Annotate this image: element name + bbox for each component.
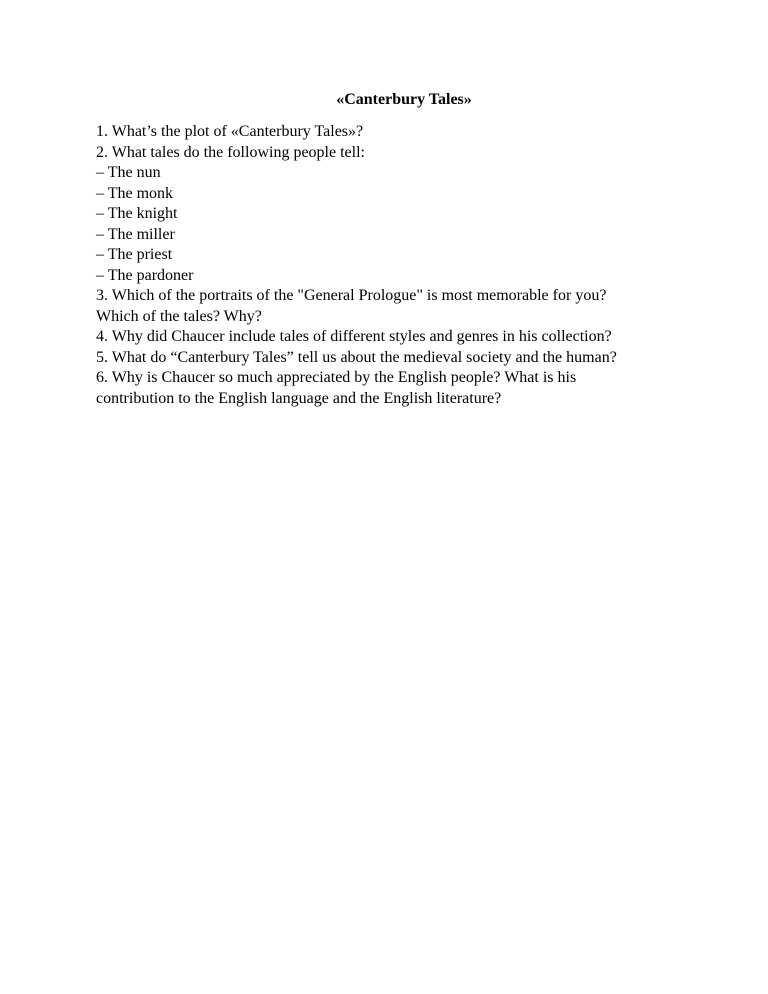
question-3: 3. Which of the portraits of the "General Prologue" is most memorable for you? [96, 287, 607, 304]
question-6-continued: contribution to the English language and the English literature? [96, 389, 502, 407]
question-3-continued: Which of the tales? Why? [96, 307, 262, 325]
question-2: 2. What tales do the following people tell: [96, 143, 365, 161]
question-4: 4. Why did Chaucer include tales of different styles and genres in his collection? [96, 328, 612, 345]
question-list [96, 122, 716, 409]
list-item-pardoner: – The pardoner [96, 266, 194, 284]
list-item-miller: – The miller [96, 225, 175, 243]
list-item-monk: – The monk [96, 184, 174, 202]
document-title: «Canterbury Tales» [336, 91, 472, 108]
question-1: 1. What’s the plot of «Canterbury Tales»? [96, 123, 364, 140]
list-item-knight: – The knight [96, 205, 178, 222]
list-item-priest: – The priest [96, 246, 173, 263]
list-item-nun: – The nun [96, 164, 161, 181]
question-5: 5. What do “Canterbury Tales” tell us about the medieval society and the human? [96, 348, 617, 366]
question-6: 6. Why is Chaucer so much appreciated by the English people? What is his [96, 369, 577, 386]
